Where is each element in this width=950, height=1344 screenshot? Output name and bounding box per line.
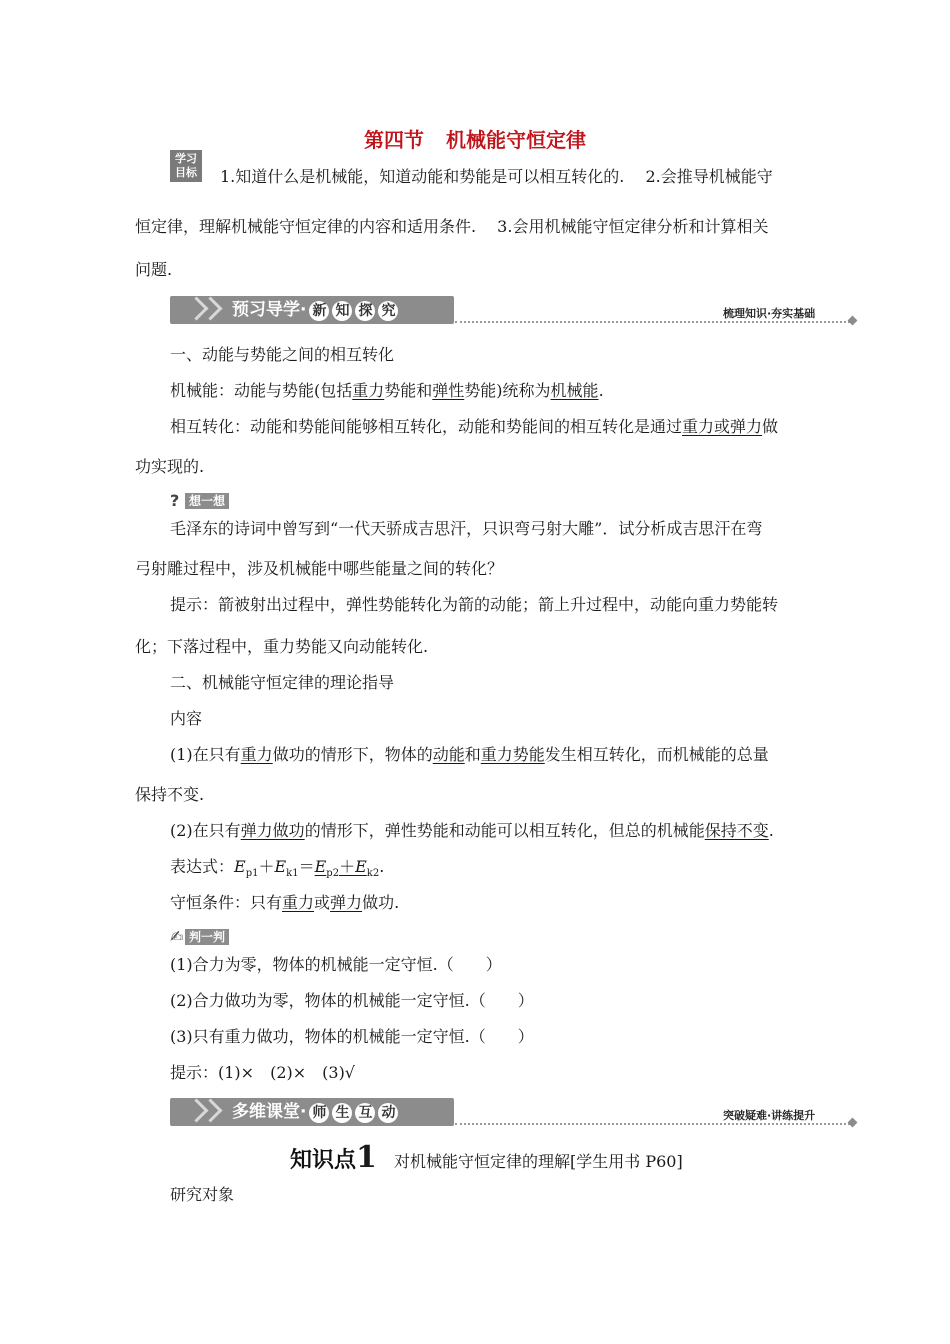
banner-char: 生 (332, 1103, 352, 1123)
question-icon: ? (170, 491, 180, 510)
page-title (0, 124, 950, 153)
research-object-label: 研究对象 (170, 1185, 235, 1204)
banner-char: 究 (378, 301, 398, 321)
banner-preview (170, 296, 454, 324)
pen-icon: ✍ (170, 927, 184, 946)
banner-char: 知 (332, 301, 352, 321)
content-item-1-line2: 保持不变. (135, 785, 205, 804)
think-hint-1: 提示：箭被射出过程中，弹性势能转化为箭的动能；箭上升过程中，动能向重力势能转 (170, 595, 779, 614)
banner-divider (455, 321, 850, 323)
conservation-condition: 守恒条件：只有重力或弹力做功. (170, 893, 400, 912)
banner-char: 互 (355, 1103, 375, 1123)
goals-line-3: 问题. (135, 260, 173, 279)
chevron-icon (198, 1098, 222, 1122)
banner-char: 师 (309, 1103, 329, 1123)
conversion-def: 相互转化：动能和势能间能够相互转化，动能和势能间的相互转化是通过重力或弹力做 (170, 417, 779, 436)
knowledge-point-heading: 知识点1 对机械能守恒定律的理解[学生用书 P60] (290, 1140, 683, 1175)
content-item-2: (2)在只有弹力做功的情形下，弹性势能和动能可以相互转化，但总的机械能保持不变. (170, 821, 774, 840)
banner-classroom-tag: 突破疑难·讲练提升 (723, 1109, 816, 1122)
goals-line-1: 1.知道什么是机械能，知道动能和势能是可以相互转化的. 2.会推导机械能守 (220, 167, 773, 186)
judge-item-2: (2)合力做功为零，物体的机械能一定守恒.（ ） (170, 991, 534, 1010)
section-heading-1: 一、动能与势能之间的相互转化 (170, 345, 395, 364)
knowledge-point-desc: 对机械能守恒定律的理解[学生用书 P60] (393, 1152, 683, 1171)
section-number: 第四节 (364, 128, 424, 152)
section-heading-2: 二、机械能守恒定律的理论指导 (170, 673, 395, 692)
diamond-icon (848, 1118, 858, 1128)
banner-char: 探 (355, 301, 375, 321)
banner-preview-tag: 梳理知识·夯实基础 (723, 307, 816, 320)
content-label: 内容 (170, 709, 203, 728)
expression: 表达式：$E_{p1}+E_{k1}=E_{p2}+E_{k2}$. (170, 857, 385, 880)
learning-goals-badge: 学习目标 (170, 150, 202, 182)
banner-char: 新 (309, 301, 329, 321)
content-item-1: (1)在只有重力做功的情形下，物体的动能和重力势能发生相互转化，而机械能的总量 (170, 745, 769, 764)
think-question-2: 弓射雕过程中，涉及机械能中哪些能量之间的转化？ (135, 559, 504, 578)
think-question-1: 毛泽东的诗词中曾写到“一代天骄成吉思汗，只识弯弓射大雕”．试分析成吉思汗在弯 (170, 519, 763, 538)
judge-item-3: (3)只有重力做功，物体的机械能一定守恒.（ ） (170, 1027, 534, 1046)
diamond-icon (848, 316, 858, 326)
chevron-icon (198, 296, 222, 320)
conversion-def-line2: 功实现的. (135, 457, 205, 476)
banner-divider (455, 1123, 850, 1125)
section-name: 机械能守恒定律 (446, 128, 586, 152)
banner-preview-label: 预习导学· (232, 300, 307, 320)
banner-classroom (170, 1098, 454, 1126)
judge-item-1: (1)合力为零，物体的机械能一定守恒.（ ） (170, 955, 502, 974)
goals-line-2: 恒定律，理解机械能守恒定律的内容和适用条件. 3.会用机械能守恒定律分析和计算相关 (135, 217, 769, 236)
think-badge: 想一想 (185, 493, 229, 509)
banner-char: 动 (378, 1103, 398, 1123)
mechanical-energy-def: 机械能：动能与势能(包括重力势能和弹性势能)统称为机械能. (170, 381, 604, 400)
think-hint-2: 化；下落过程中，重力势能又向动能转化. (135, 637, 429, 656)
banner-classroom-label: 多维课堂· (232, 1102, 307, 1122)
judge-badge: 判一判 (185, 929, 229, 945)
judge-hint: 提示：(1)× (2)× (3)√ (170, 1063, 356, 1082)
